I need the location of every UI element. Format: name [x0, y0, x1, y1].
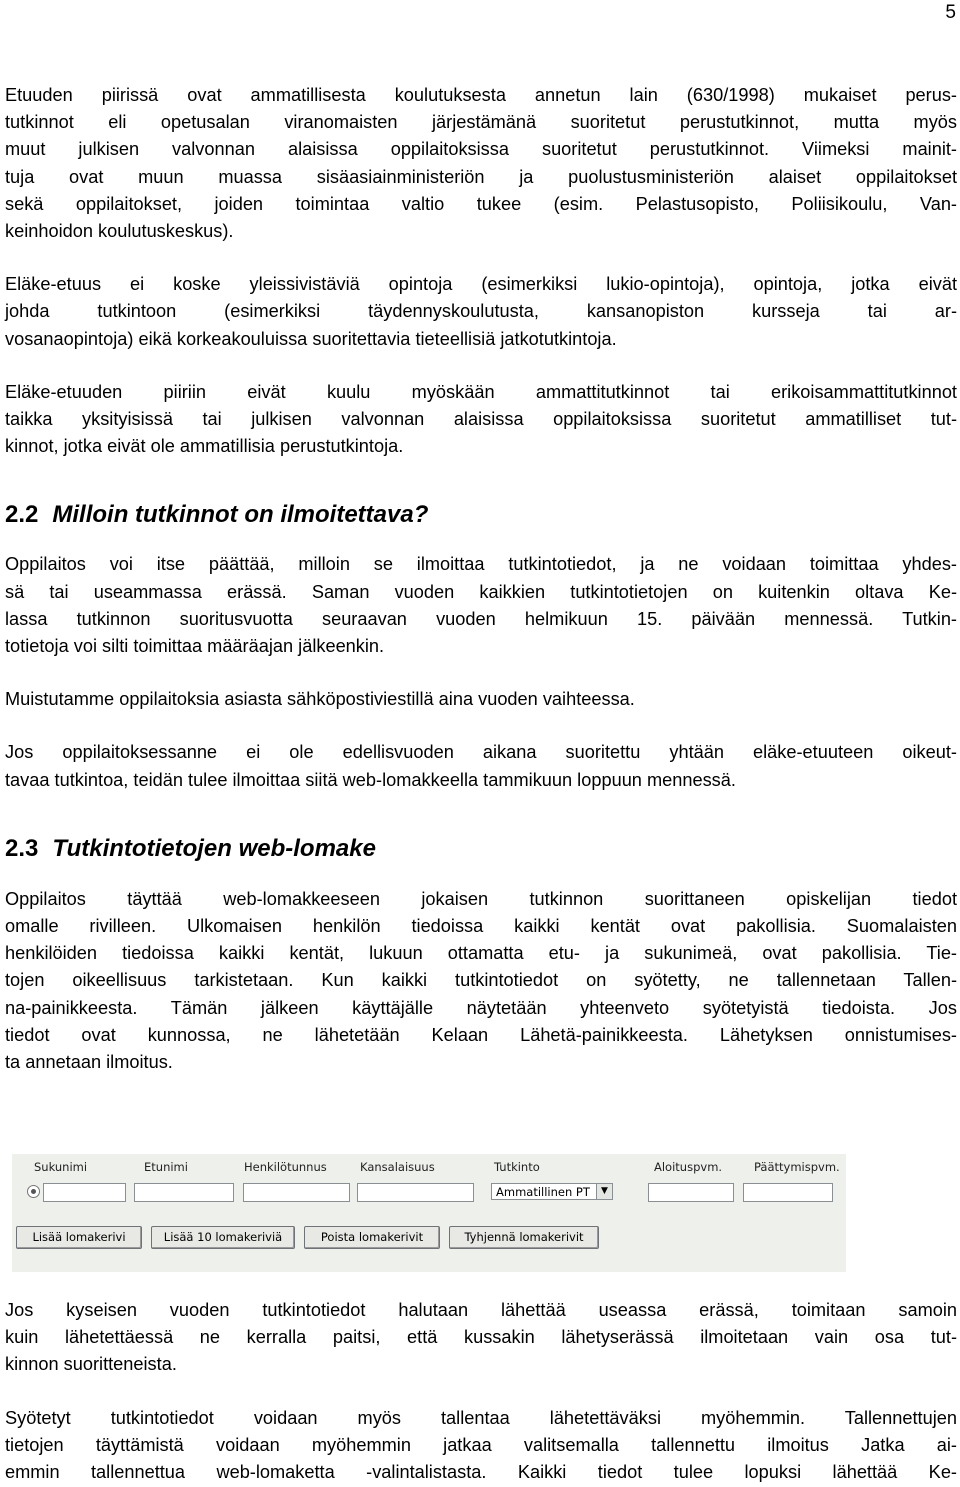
text-line: sekä oppilaitokset, joiden toimintaa valtio tukee (esim. Pelastusopisto, Poliisikoulu, Van-: [5, 193, 957, 214]
text-line: kuin lähetettäessä ne kerralla paitsi, että kussakin lähetyserässä ilmoitetaan vain osa tut-: [5, 1327, 957, 1348]
chevron-down-icon[interactable]: ▼: [596, 1184, 612, 1199]
text-line: totietoja voi silti toimittaa määräajan jälkeenkin.: [5, 636, 385, 657]
text-line: kinnon suoritteneista.: [5, 1354, 177, 1375]
heading-text: Milloin tutkinnot on ilmoitettava?: [52, 501, 429, 529]
text-line: Etuuden piirissä ovat ammatillisesta koulutuksesta annetun lain (630/1998) mukaiset perus-: [5, 85, 957, 105]
label-paattymispvm: Päättymispvm.: [754, 1160, 840, 1174]
add-row-button[interactable]: Lisää lomakerivi: [16, 1226, 142, 1249]
heading-number: 2.3: [5, 834, 39, 862]
text-line: tietojen täyttämistä voidaan myöhemmin jatkaa valitsemalla tallennettu ilmoitus Jatka ai-: [5, 1434, 957, 1455]
paragraph-1: [5, 82, 957, 245]
tutkinto-selected-value: Ammatillinen PT: [496, 1185, 590, 1199]
text-line: tiedot ovat kunnossa, ne lähetetään Kelaan Lähetä-painikkeesta. Lähetyksen onnistumises-: [5, 1024, 957, 1045]
text-line: Jos kyseisen vuoden tutkintotiedot halutaan lähettää useassa erässä, toimitaan samoin: [5, 1300, 957, 1320]
text-line: Eläke-etuuden piiriin eivät kuulu myöskään ammattitutkinnot tai erikoisammattitutkinnot: [5, 381, 957, 402]
text-line: Jos oppilaitoksessanne ei ole edellisvuoden aikana suoritettu yhtään eläke-etuuteen oikeut-: [5, 742, 957, 763]
text-line: Muistutamme oppilaitoksia asiasta sähköpostiviestillä aina vuoden vaihteessa.: [5, 689, 635, 710]
text-line: ta annetaan ilmoitus.: [5, 1052, 173, 1073]
text-line: Oppilaitos täyttää web-lomakkeeseen jokaisen tutkinnon suorittaneen opiskelijan tiedot: [5, 888, 957, 909]
paragraph-5: [5, 686, 957, 713]
document-body-lower: [5, 1297, 957, 1486]
text-line: tavaa tutkintoa, teidän tulee ilmoittaa siitä web-lomakkeella tammikuun loppuun mennessä.: [5, 769, 736, 790]
text-line: henkilöiden tiedoissa kaikki kentät, lukuun ottamatta etu- ja sukunimeä, ovat pakollisia. Tie-: [5, 943, 957, 964]
page-number: 5: [945, 2, 956, 23]
text-line: omalle rivilleen. Ulkomaisen henkilön tiedoissa kaikki kentät ovat pakollisia. Suomalaisten: [5, 916, 957, 937]
row-select-radio[interactable]: [27, 1185, 40, 1198]
label-sukunimi: Sukunimi: [34, 1160, 88, 1174]
tutkinto-select[interactable]: [491, 1183, 613, 1200]
text-line: kinnot, jotka eivät ole ammatillisia perustutkintoja.: [5, 436, 404, 457]
heading-number: 2.2: [5, 501, 39, 529]
document-body: [5, 82, 957, 1076]
text-line: johda tutkintoon (esimerkiksi täydennyskoulutusta, kansanopiston kursseja tai ar-: [5, 301, 957, 322]
clear-rows-button[interactable]: Tyhjennä lomakerivit: [449, 1226, 599, 1249]
etunimi-input[interactable]: [134, 1183, 234, 1202]
add-10-rows-button[interactable]: Lisää 10 lomakeriviä: [151, 1226, 295, 1249]
paragraph-9: [5, 1405, 957, 1487]
aloituspvm-input[interactable]: [648, 1183, 734, 1202]
text-line: tuja ovat muun muassa sisäasiainministeriön ja puolustusministeriön alaiset oppilaitokset: [5, 166, 957, 187]
paragraph-8: [5, 1297, 957, 1379]
label-aloituspvm: Aloituspvm.: [654, 1160, 723, 1174]
label-henkilotunnus: Henkilötunnus: [244, 1160, 327, 1174]
label-etunimi: Etunimi: [144, 1160, 188, 1174]
text-line: Eläke-etuus ei koske yleissivistäviä opintoja (esimerkiksi lukio-opintoja), opintoja, jotka eivät: [5, 274, 957, 295]
text-line: sä tai useammassa erässä. Saman vuoden kaikkien tutkintotietojen on kuitenkin oltava Ke-: [5, 581, 957, 602]
text-line: emmin tallennettua web-lomaketta -valintalistasta. Kaikki tiedot tulee lopuksi lähettää Ke-: [5, 1462, 957, 1483]
text-line: tutkinnot eli opetusalan viranomaisten järjestämänä suoritetut perustutkinnot, mutta myös: [5, 112, 957, 133]
paragraph-4: [5, 551, 957, 660]
text-line: vosanaopintoja) eikä korkeakouluissa suoritettavia tieteellisiä jatkotutkintoja.: [5, 328, 617, 349]
text-line: lassa tutkinnon suoritusvuotta seuraavan vuoden helmikuun 15. päivään mennessä. Tutkin-: [5, 608, 957, 629]
paattymispvm-input[interactable]: [743, 1183, 833, 1202]
text-line: muut julkisen valvonnan alaisissa oppilaitoksissa suoritetut perustutkinnot. Viimeksi mainit-: [5, 139, 957, 160]
delete-rows-button[interactable]: Poista lomakerivit: [304, 1226, 440, 1249]
text-line: tojen oikeellisuus tarkistetaan. Kun kaikki tutkintotiedot on syötetty, ne tallennetaan Tallen-: [5, 970, 957, 991]
sukunimi-input[interactable]: [43, 1183, 126, 1202]
heading-2-3: [5, 834, 957, 864]
heading-2-2: [5, 500, 957, 530]
label-kansalaisuus: Kansalaisuus: [360, 1160, 435, 1174]
paragraph-2: [5, 271, 957, 353]
heading-text: Tutkintotietojen web-lomake: [52, 834, 376, 862]
paragraph-7: [5, 886, 957, 1076]
paragraph-3: [5, 379, 957, 461]
text-line: Oppilaitos voi itse päättää, milloin se ilmoittaa tutkintotiedot, ja ne voidaan toimittaa yhdes-: [5, 554, 957, 575]
text-line: na-painikkeesta. Tämän jälkeen käyttäjälle näytetään yhteenveto syötetyistä tiedoista. Jos: [5, 997, 957, 1018]
henkilotunnus-input[interactable]: [243, 1183, 350, 1202]
label-tutkinto: Tutkinto: [494, 1160, 540, 1174]
paragraph-6: [5, 739, 957, 793]
text-line: taikka yksityisissä tai julkisen valvonnan alaisissa oppilaitoksissa suoritetut ammatilliset tut-: [5, 409, 957, 430]
kansalaisuus-input[interactable]: [357, 1183, 474, 1202]
web-form-screenshot: [12, 1154, 846, 1272]
text-line: keinhoidon koulutuskeskus).: [5, 221, 234, 242]
text-line: Syötetyt tutkintotiedot voidaan myös tallentaa lähetettäväksi myöhemmin. Tallennettujen: [5, 1407, 957, 1428]
